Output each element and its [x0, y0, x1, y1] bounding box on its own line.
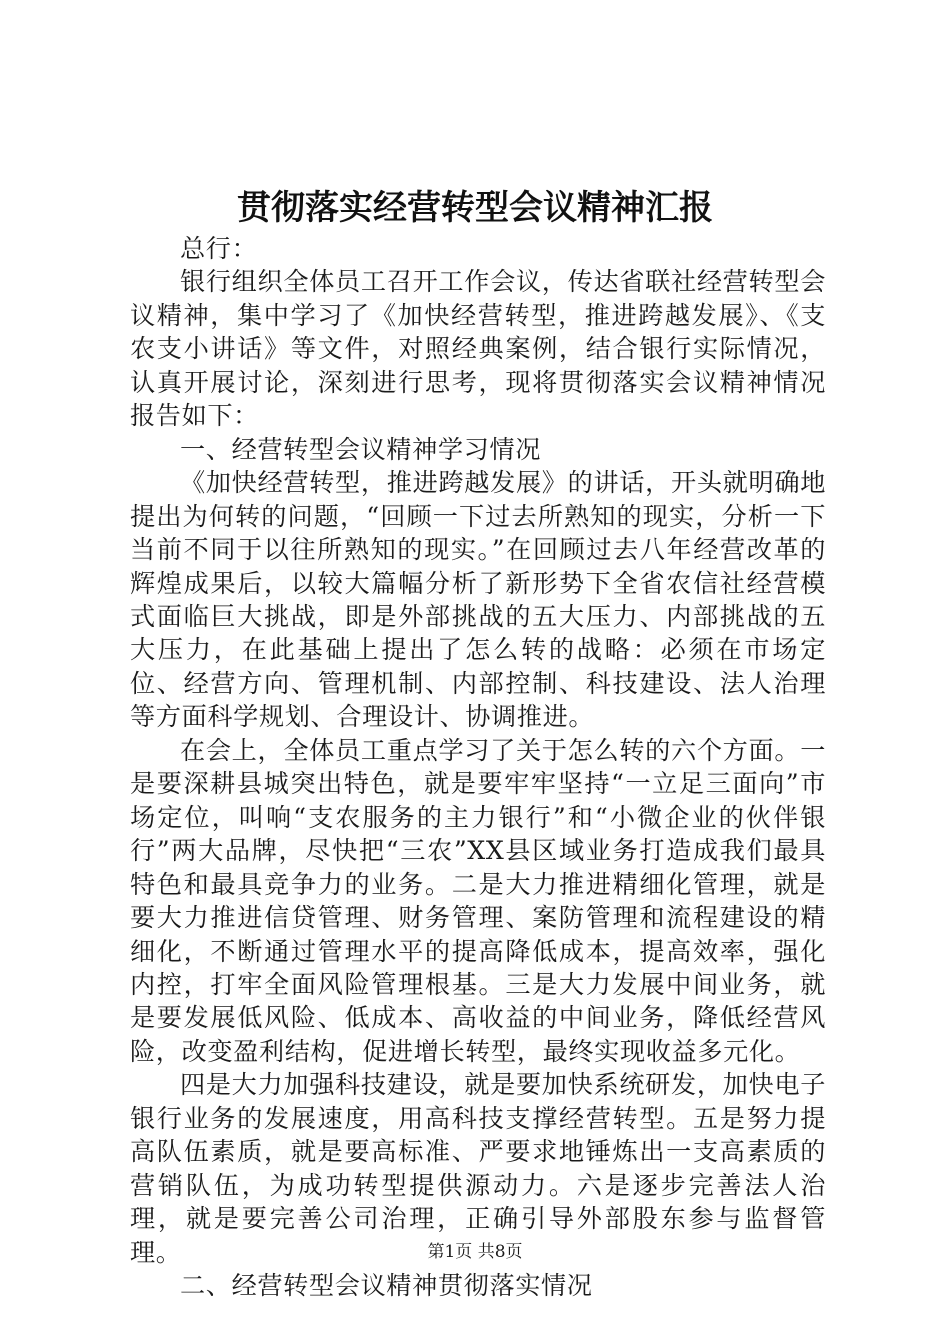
intro-paragraph: 银行组织全体员工召开工作会议，传达省联社经营转型会议精神，集中学习了《加快经营转型，推进跨越发展》、《支农支小讲话》等文件，对照经典案例，结合银行实际情况，认真开展讨论，深刻进行思考，现将贯彻落实会议精神情况报告如下：: [130, 267, 826, 431]
body-paragraph: 在会上，全体员工重点学习了关于怎么转的六个方面。一是要深耕县城突出特色，就是要牢牢坚持“一立足三面向”市场定位，叫响“支农服务的主力银行”和“小微企业的伙伴银行”两大品牌，尽快把“三农”XX县区域业务打造成我们最具特色和最具竞争力的业务。二是大力推进精细化管理，就是要大力推进信贷管理、财务管理、案防管理和流程建设的精细化，不断通过管理水平的提高降低成本，提高效率，强化内控，打牢全面风险管理根基。三是大力发展中间业务，就是要发展低风险、低成本、高收益的中间业务，降低经营风险，改变盈利结构，促进增长转型，最终实现收益多元化。: [130, 735, 826, 1066]
page-footer: 第1页 共8页: [427, 1242, 523, 1262]
section-heading-1: 一、经营转型会议精神学习情况: [180, 434, 542, 464]
document-title: 贯彻落实经营转型会议精神汇报: [237, 188, 713, 228]
section-heading-2: 二、经营转型会议精神贯彻落实情况: [180, 1271, 593, 1301]
document-body: [130, 232, 826, 1303]
salutation: 总行：: [180, 234, 258, 263]
body-paragraph: 四是大力加强科技建设，就是要加快系统研发，加快电子银行业务的发展速度，用高科技支撑经营转型。五是努力提高队伍素质，就是要高标准、严要求地锤炼出一支高素质的营销队伍，为成功转型提供源动力。六是逐步完善法人治理，就是要完善公司治理，正确引导外部股东参与监督管理。: [130, 1070, 826, 1267]
body-paragraph: 《加快经营转型，推进跨越发展》的讲话，开头就明确地提出为何转的问题，“回顾一下过去所熟知的现实，分析一下当前不同于以往所熟知的现实。”在回顾过去八年经营改革的辉煌成果后，以较大篇幅分析了新形势下全省农信社经营模式面临巨大挑战，即是外部挑战的五大压力、内部挑战的五大压力，在此基础上提出了怎么转的战略：必须在市场定位、经营方向、管理机制、内部控制、科技建设、法人治理等方面科学规划、合理设计、协调推进。: [130, 468, 826, 732]
